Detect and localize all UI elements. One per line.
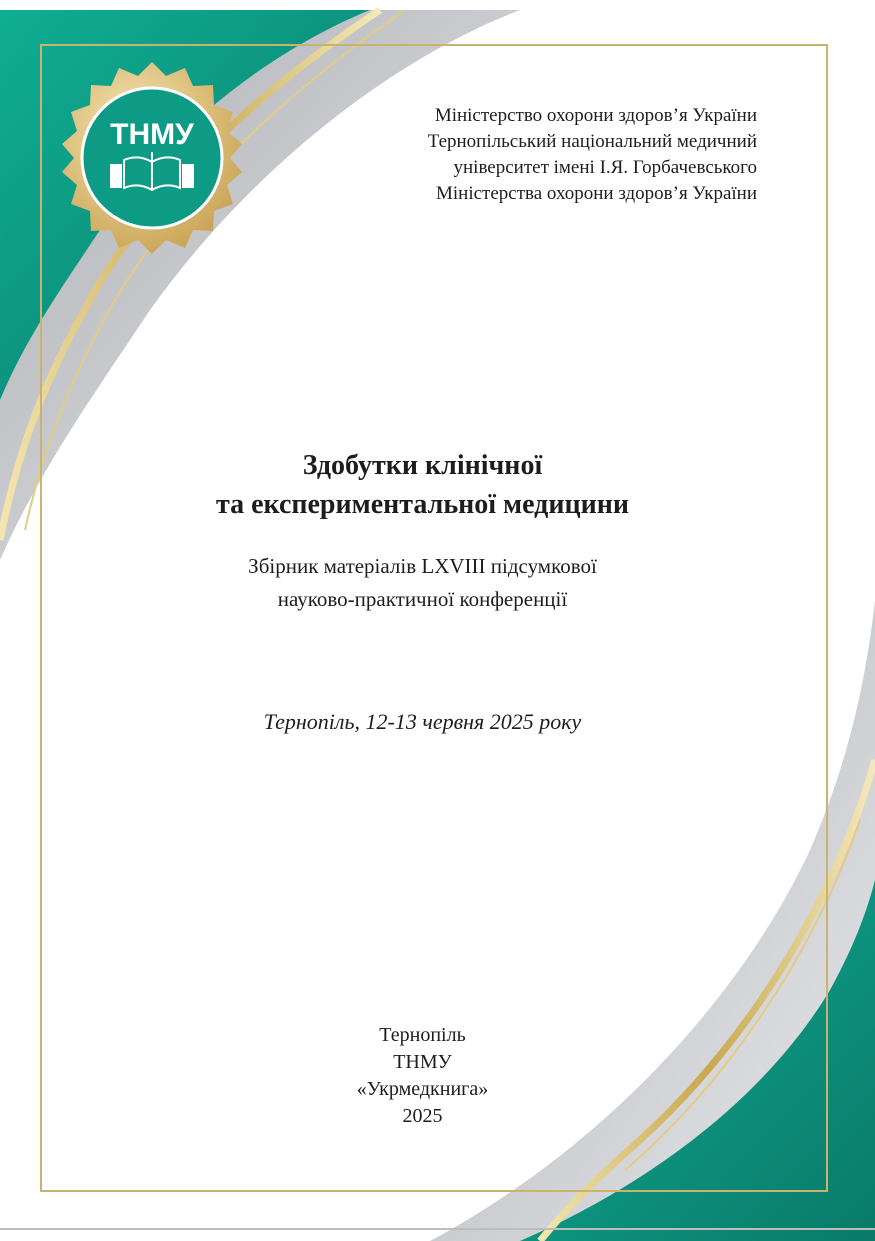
header-line: Тернопільський національний медичний (427, 131, 757, 152)
conference-place-date: Тернопіль, 12-13 червня 2025 року (263, 709, 582, 734)
title-line-1: Здобутки клінічної (302, 450, 543, 481)
publisher-press: «Укрмедкнига» (356, 1078, 489, 1100)
publisher-org: ТНМУ (393, 1051, 452, 1073)
book-title (160, 446, 685, 524)
emblem-text: ТНМУ (110, 118, 194, 151)
publisher-block (300, 1022, 545, 1130)
title-line-2: та експериментальної медицини (215, 489, 629, 520)
subtitle-line-1: Збірник матеріалів LXVIII підсумкової (248, 554, 597, 578)
header-line: університет імені І.Я. Горбачевського (453, 157, 757, 178)
header-line: Міністерство охорони здоров’я України (434, 105, 757, 126)
publisher-city: Тернопіль (379, 1024, 466, 1046)
subtitle-line-2: науково-практичної конференції (277, 587, 568, 611)
university-emblem (54, 60, 250, 256)
building-left-icon (110, 164, 122, 188)
page-bottom-rule (0, 1228, 875, 1230)
building-right-icon (182, 164, 194, 188)
ministry-header (337, 103, 757, 207)
header-line: Міністерства охорони здоров’я України (436, 183, 757, 204)
book-subtitle (160, 550, 685, 616)
publisher-year: 2025 (402, 1105, 443, 1127)
